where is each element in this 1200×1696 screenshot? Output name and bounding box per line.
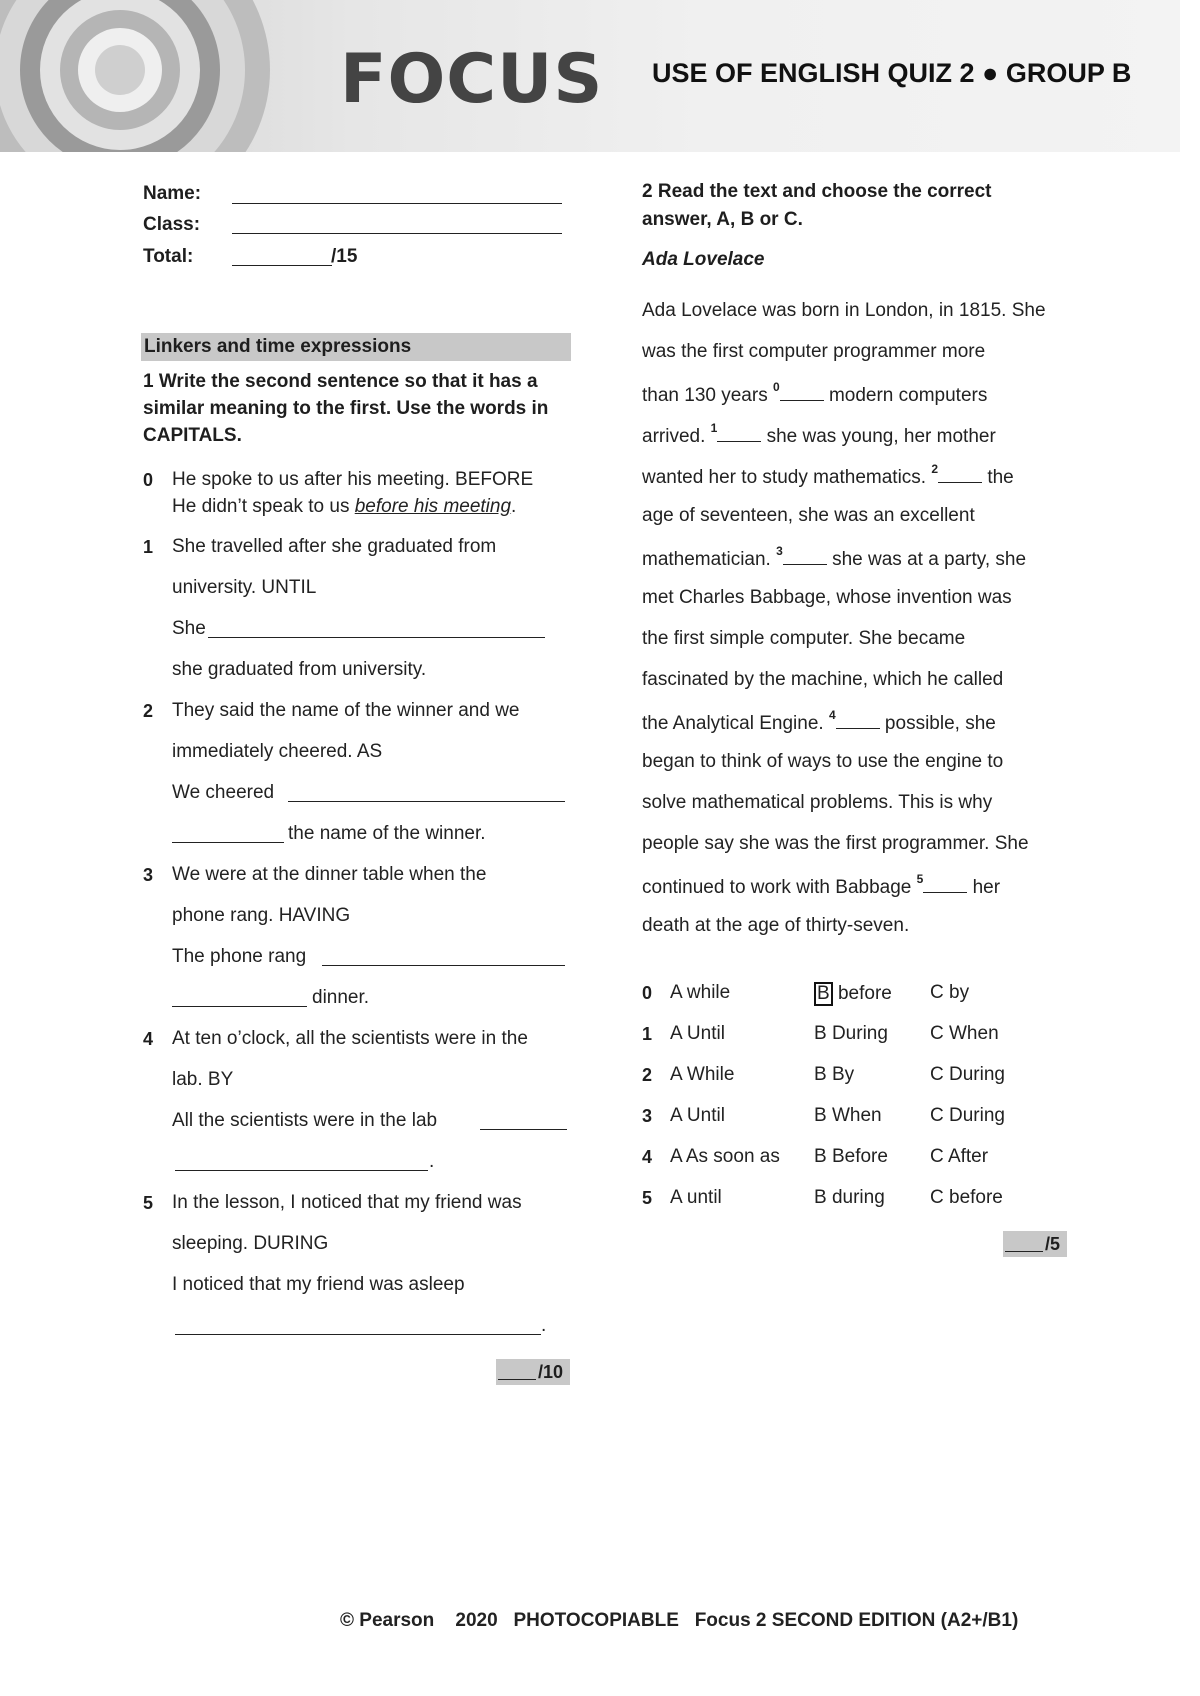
item-1-end: she graduated from university.: [172, 659, 427, 680]
item-1-start: She: [172, 618, 206, 639]
gap-blank[interactable]: [938, 464, 982, 483]
item-0-answer-line: He didn’t speak to us before his meeting.: [172, 496, 517, 517]
passage-line: arrived. $^1$ she was young, her mother: [642, 421, 996, 447]
option-b[interactable]: B during: [814, 1187, 885, 1208]
gap-blank[interactable]: [783, 546, 827, 565]
class-field[interactable]: [232, 233, 562, 234]
gap-blank[interactable]: [836, 710, 880, 729]
item-5-end: .: [541, 1315, 547, 1336]
item-number: 3: [143, 865, 154, 885]
gap-number: 2: [931, 462, 939, 476]
option-a[interactable]: A until: [670, 1187, 722, 1208]
option-b[interactable]: B before: [814, 982, 892, 1006]
item-2-start: We cheered: [172, 782, 275, 803]
option-c[interactable]: C During: [930, 1105, 1005, 1126]
instruction-1-line-3: CAPITALS.: [143, 425, 242, 446]
passage-line: death at the age of thirty-seven.: [642, 915, 910, 936]
section-1-score-max: /10: [538, 1362, 564, 1382]
text-title: Ada Lovelace: [642, 249, 765, 270]
option-b[interactable]: B During: [814, 1023, 888, 1044]
item-number: 5: [143, 1193, 154, 1213]
passage-line: wanted her to study mathematics. $^2$ the: [642, 462, 1014, 488]
option-a[interactable]: A Until: [670, 1023, 725, 1044]
total-label: Total:: [143, 246, 194, 267]
option-a[interactable]: A While: [670, 1064, 735, 1085]
option-number: 3: [642, 1106, 653, 1126]
item-2-prompt-2: immediately cheered. AS: [172, 741, 383, 762]
option-b[interactable]: B When: [814, 1105, 882, 1126]
item-number: 4: [143, 1029, 154, 1049]
option-b[interactable]: B Before: [814, 1146, 888, 1167]
instruction-1-line-2: similar meaning to the first. Use the words in: [143, 398, 549, 419]
option-c[interactable]: C During: [930, 1064, 1005, 1085]
option-number: 4: [642, 1147, 653, 1167]
item-4-start: All the scientists were in the lab: [172, 1110, 438, 1131]
focus-logo-graphic: [0, 0, 320, 152]
item-4-answer-field[interactable]: [480, 1129, 567, 1130]
option-number: 0: [642, 983, 653, 1003]
item-1-prompt-2: university. UNTIL: [172, 577, 317, 598]
section-2-score-box[interactable]: [1003, 1231, 1067, 1257]
option-number: 1: [642, 1024, 653, 1044]
item-number: 1: [143, 537, 154, 557]
option-c[interactable]: C before: [930, 1187, 1003, 1208]
item-2-answer-field-2[interactable]: [172, 842, 284, 843]
item-0-prompt: He spoke to us after his meeting. BEFORE: [172, 469, 534, 490]
item-1-answer-field[interactable]: [208, 637, 545, 638]
item-3-answer-field[interactable]: [322, 965, 565, 966]
passage-line: fascinated by the machine, which he called: [642, 669, 1004, 690]
option-a[interactable]: A As soon as: [670, 1146, 780, 1167]
item-4-prompt-1: At ten o’clock, all the scientists were in the: [172, 1028, 528, 1049]
total-field[interactable]: [232, 265, 332, 266]
section-2-score-max: /5: [1045, 1234, 1061, 1254]
passage-line: was the first computer programmer more: [642, 341, 986, 362]
item-3-start: The phone rang: [172, 946, 307, 967]
option-c[interactable]: C When: [930, 1023, 999, 1044]
passage-line: Ada Lovelace was born in London, in 1815. She: [642, 300, 1046, 321]
section-heading: Linkers and time expressions: [141, 333, 571, 361]
item-number: 0: [143, 470, 154, 490]
gap-blank[interactable]: [717, 423, 761, 442]
passage-line: the Analytical Engine. $^4$ possible, she: [642, 708, 996, 734]
header-banner: [0, 0, 1180, 152]
passage-line: continued to work with Babbage $^5$ her: [642, 872, 1001, 898]
item-2-prompt-1: They said the name of the winner and we: [172, 700, 520, 721]
option-a[interactable]: A Until: [670, 1105, 725, 1126]
passage-line: age of seventeen, she was an excellent: [642, 505, 975, 526]
class-label: Class:: [143, 214, 201, 235]
item-4-answer-field-2[interactable]: [175, 1170, 428, 1171]
item-4-end: .: [429, 1151, 435, 1172]
item-3-prompt-1: We were at the dinner table when the: [172, 864, 487, 885]
item-2-answer-field[interactable]: [288, 801, 565, 802]
item-2-end: the name of the winner.: [288, 823, 486, 844]
gap-blank[interactable]: [780, 382, 824, 401]
passage-line: solve mathematical problems. This is why: [642, 792, 993, 813]
instruction-2-line-1: 2 Read the text and choose the correct: [642, 181, 992, 202]
gap-number: 3: [776, 544, 783, 558]
option-number: 5: [642, 1188, 653, 1208]
item-5-prompt-1: In the lesson, I noticed that my friend was: [172, 1192, 522, 1213]
passage-line: than 130 years $^0$ modern computers: [642, 380, 988, 406]
option-b[interactable]: B By: [814, 1064, 855, 1085]
item-3-prompt-2: phone rang. HAVING: [172, 905, 351, 926]
option-c[interactable]: C After: [930, 1146, 989, 1167]
gap-blank[interactable]: [923, 874, 967, 893]
item-5-prompt-2: sleeping. DURING: [172, 1233, 329, 1254]
selected-answer-box: B: [814, 982, 833, 1006]
gap-number: 0: [772, 380, 780, 394]
footer: © Pearson 2020 PHOTOCOPIABLE Focus 2 SECOND EDITION (A2+/B1): [340, 1610, 1019, 1631]
instruction-1-line-1: 1 Write the second sentence so that it has a: [143, 371, 538, 392]
item-3-answer-field-2[interactable]: [172, 1006, 307, 1007]
brand-logo: FOCUS: [340, 40, 604, 119]
passage-line: mathematician. $^3$ she was at a party, she: [642, 544, 1027, 570]
instruction-2-line-2: answer, A, B or C.: [642, 209, 803, 230]
example-answer: before his meeting: [354, 496, 512, 517]
gap-number: 5: [916, 872, 924, 886]
item-4-prompt-2: lab. BY: [172, 1069, 234, 1090]
name-field[interactable]: [232, 203, 562, 204]
option-c[interactable]: C by: [930, 982, 970, 1003]
name-label: Name:: [143, 183, 202, 204]
item-5-answer-field[interactable]: [175, 1334, 541, 1335]
option-number: 2: [642, 1065, 653, 1085]
passage-line: began to think of ways to use the engine to: [642, 751, 1004, 772]
item-number: 2: [143, 701, 154, 721]
passage-line: people say she was the first programmer. She: [642, 833, 1029, 854]
passage-line: the first simple computer. She became: [642, 628, 966, 649]
total-max: /15: [331, 246, 358, 267]
item-3-end: dinner.: [312, 987, 370, 1008]
item-1-prompt-1: She travelled after she graduated from: [172, 536, 497, 557]
item-5-start: I noticed that my friend was asleep: [172, 1274, 465, 1295]
page-title: USE OF ENGLISH QUIZ 2 ● GROUP B: [652, 58, 1132, 88]
section-1-score-box[interactable]: [496, 1359, 570, 1385]
gap-number: 4: [828, 708, 836, 722]
passage-line: met Charles Babbage, whose invention was: [642, 587, 1012, 608]
option-a[interactable]: A while: [670, 982, 731, 1003]
gap-number: 1: [710, 421, 718, 435]
